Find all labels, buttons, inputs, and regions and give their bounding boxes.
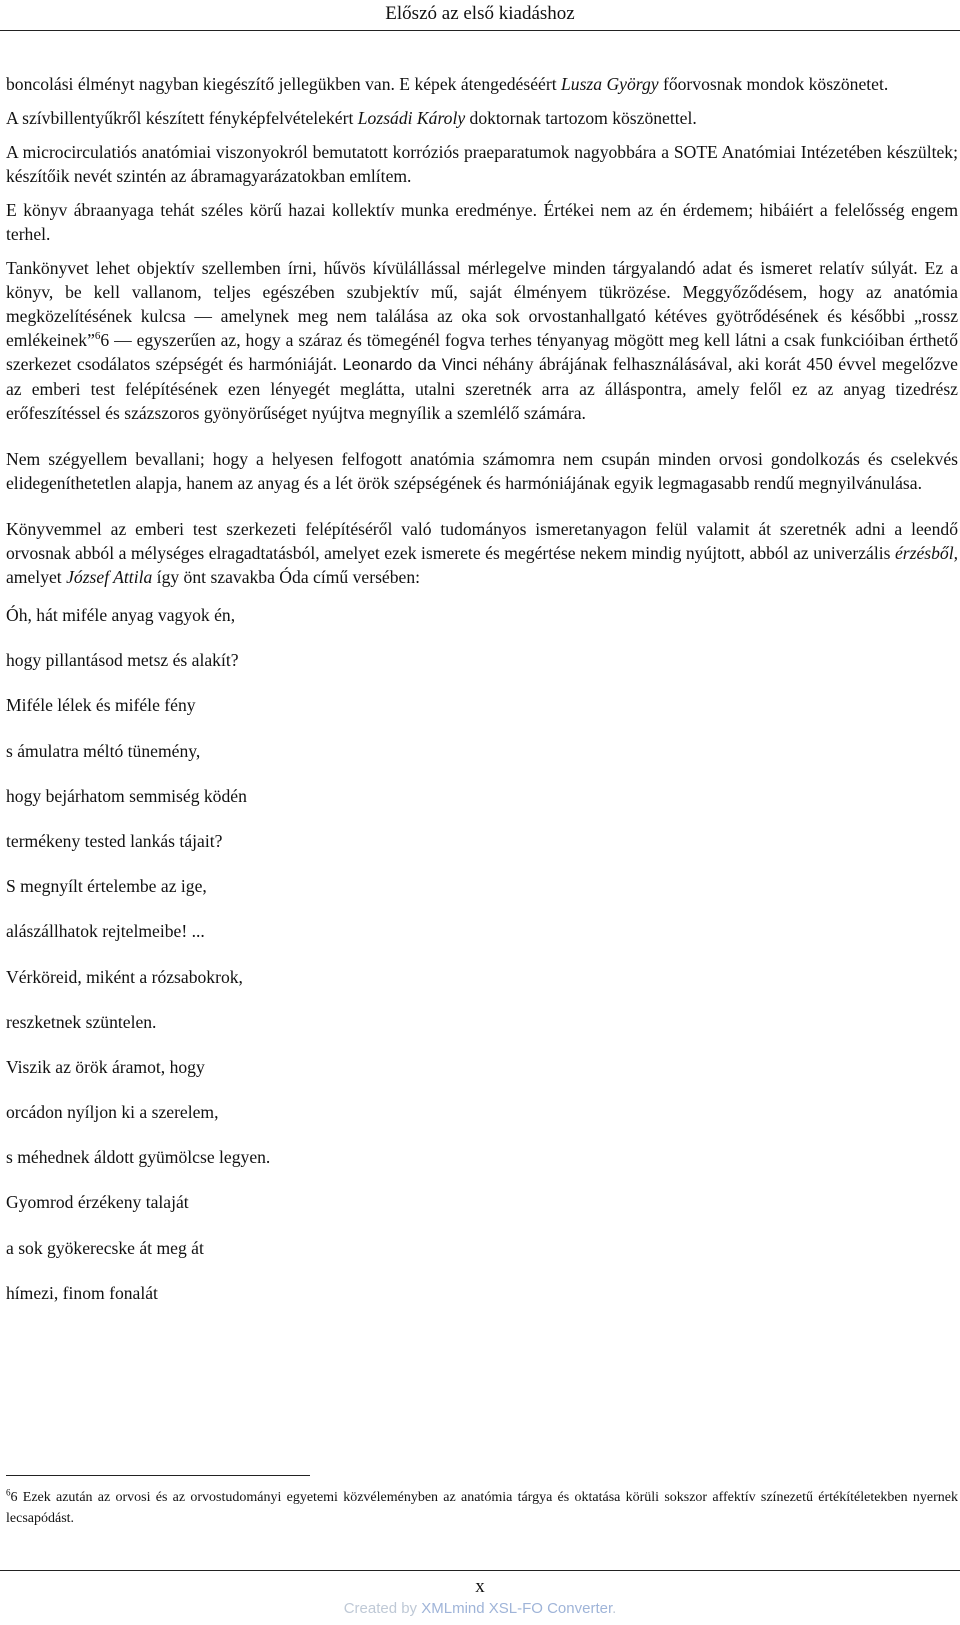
verse-line: hímezi, finom fonalát (6, 1282, 158, 1303)
paragraph-7-text-middle: amelyet (6, 567, 67, 587)
person-name: Leonardo da Vinci (342, 356, 478, 374)
running-header: Előszó az első kiadáshoz (385, 3, 575, 24)
footnote (6, 1487, 958, 1529)
paragraph-4: E könyv ábraanyaga tehát széles körű hazai kollektív munka eredménye. Értékei nem az én érdemem; hibáiért a felelősség engem terhel. (6, 200, 958, 244)
page-body (6, 72, 958, 1326)
verse-line: a sok gyökerecske át meg át (6, 1237, 204, 1258)
paragraph-1-text-end: főorvosnak mondok köszönetet. (658, 74, 889, 94)
verse-line: Miféle lélek és miféle fény (6, 695, 196, 716)
footnote-divider (6, 1475, 310, 1476)
footnote-text: Ezek azután az orvosi és az orvostudományi egyetemi közvéleményben az anatómia tárgya és oktatása körüli sokszor affektív színezetű értékítéletekben nyernek lecsapódást. (6, 1490, 958, 1526)
verse-line: s méhednek áldott gyümölcse legyen. (6, 1147, 271, 1168)
paragraph-7-text: Könyvemmel az emberi test szerkezeti felépítéséről való tudományos ismeretanyagon felül valamit át szeretnék adni a leendő orvosnak abból a mélységes elragadtatásból, amelyet ezek ismerete és megértése nekem mindig nyújtott, abból az univerzális (6, 519, 958, 563)
verse-line: alászállhatok rejtelmeibe! ... (6, 921, 205, 942)
person-name: Lusza György (560, 74, 659, 94)
paragraph-6: Nem szégyellem bevallani; hogy a helyesen felfogott anatómia számomra nem csupán minden orvosi gondolkozás és cselekvés elidegeníthetetlen alapja, hanem az anyag és a lét örök szépségének és harmóniájának egyik legmagasabb rendű megnyilvánulása. (6, 449, 958, 493)
converter-link[interactable]: XMLmind XSL-FO Converter (421, 1600, 613, 1617)
verse-line: Óh, hát miféle anyag vagyok én, (6, 605, 236, 625)
footer-divider (0, 1570, 960, 1571)
verse-line: reszketnek szüntelen. (6, 1011, 157, 1032)
footnote-reference-number[interactable]: 6 (100, 330, 110, 350)
footnote-number: 6 (10, 1490, 18, 1505)
verse-line: Vérköreid, miként a rózsabokrok, (6, 966, 243, 987)
verse-line: Viszik az örök áramot, hogy (6, 1056, 205, 1077)
verse-line: S megnyílt értelembe az ige, (6, 876, 207, 897)
verse-line: hogy bejárhatom semmiség ködén (6, 785, 247, 806)
header-divider (0, 30, 960, 31)
paragraph-3: A microcirculatiós anatómiai viszonyokról bemutatott korróziós praeparatumok nagyobbára a SOTE Anatómiai Intézetében készültek; készítőik nevét szintén az ábramagyarázatokban említem. (6, 142, 958, 186)
page-number: x (475, 1576, 485, 1597)
paragraph-5-text-middle: — egyszerűen az, hogy a száraz és tömegénél fogva terhes tényanyag mögött meg kell látni a csak funkcióiban érthető szerkezet csodálatos szépségét és harmóniáját. (6, 330, 958, 374)
paragraph-5-text-end: néhány ábrájának felhasználásával, aki korát 450 évvel megelőzve az emberi test felépítésének ezen lényegét meglátta, utalni szeretnék arra az álláspontra, amely felől ez az anyag tizedrész erőfeszítéssel és százszoros gyönyörűséget nyújtva megnyílik a szemlélő számára. (6, 354, 958, 423)
verse-line: termékeny tested lankás tájait? (6, 830, 223, 851)
verse-line: Gyomrod érzékeny talaját (6, 1192, 189, 1213)
converter-credit-period: . (612, 1600, 617, 1617)
footnote-reference-mark[interactable]: 6 (94, 330, 101, 343)
poet-name: József Attila (66, 567, 153, 587)
paragraph-2 (6, 106, 958, 130)
paragraph-1 (6, 72, 958, 96)
paragraph-5 (6, 256, 958, 425)
paragraph-5-text: Tankönyvet lehet objektív szellemben írni, hűvös kívülállással mérlegelve minden tárgyalandó adat és ismeret relatív súlyát. Ez a könyv, be kell vallanom, teljes egészében szubjektív mű, saját élményem tükrözése. Meggyőződésem, hogy az anatómia megközelítésének kulcsa — amelynek meg nem találása az oka sok orvostanhallgató kétéves gyötrődésének és későbbi „rossz emlékeinek” (6, 258, 958, 350)
verse-line: orcádon nyíljon ki a szerelem, (6, 1102, 219, 1123)
emphasis-word: érzésből, (894, 543, 958, 563)
paragraph-2-text: A szívbillentyűkről készített fényképfelvételekért (6, 108, 358, 128)
poem-excerpt (6, 603, 958, 1326)
paragraph-2-text-end: doktornak tartozom köszönettel. (465, 108, 697, 128)
converter-credit-prefix: Created by (343, 1600, 422, 1617)
verse-line: s ámulatra méltó tünemény, (6, 740, 201, 761)
converter-credit (0, 1598, 960, 1620)
verse-line: hogy pillantásod metsz és alakít? (6, 650, 239, 671)
footnote-mark: 6 (6, 1487, 11, 1498)
paragraph-1-text: boncolási élményt nagyban kiegészítő jellegükben van. E képek átengedéséért (6, 74, 561, 94)
paragraph-7 (6, 517, 958, 589)
paragraph-7-text-end: így önt szavakba Óda című versében: (152, 567, 421, 587)
person-name: Lozsádi Károly (357, 108, 466, 128)
